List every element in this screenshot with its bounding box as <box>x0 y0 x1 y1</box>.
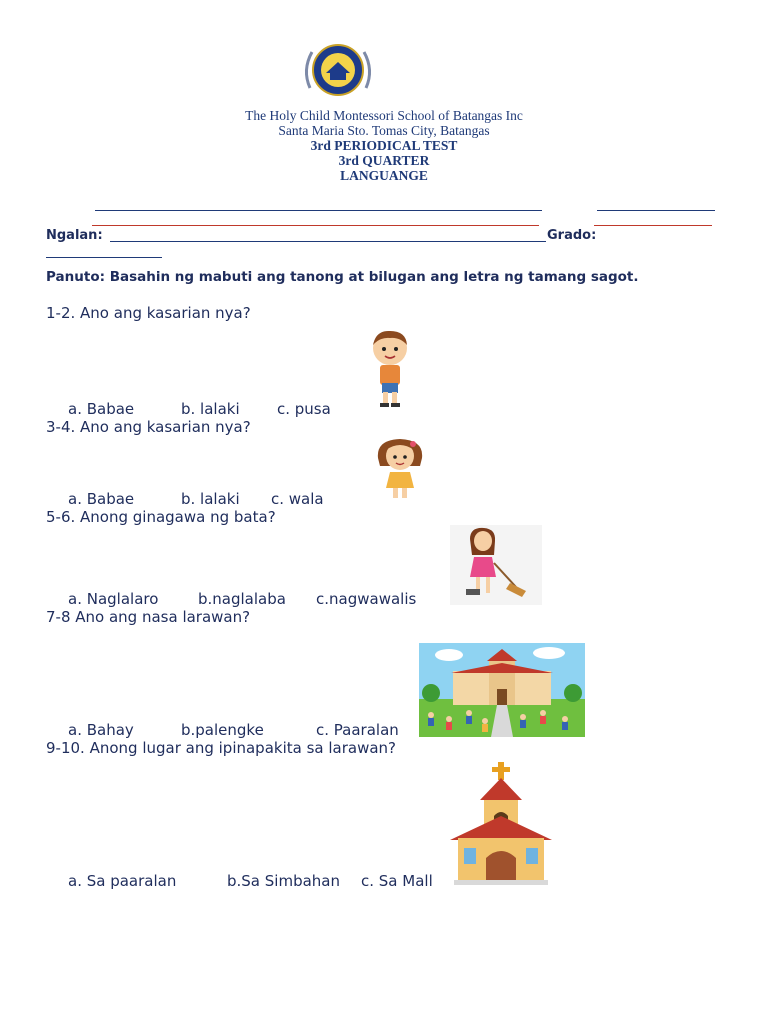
question-3-4: 3-4. Ano ang kasarian nya? <box>46 418 251 436</box>
question-5-6: 5-6. Anong ginagawa ng bata? <box>46 508 276 526</box>
question-9-10: 9-10. Anong lugar ang ipinapakita sa larawan? <box>46 739 397 757</box>
boy-illustration <box>366 328 414 410</box>
grade-label: Grado: <box>547 228 597 243</box>
name-label: Ngalan: <box>46 228 103 243</box>
option-a[interactable]: a. Naglalaro <box>68 590 159 608</box>
blank-line <box>597 210 715 211</box>
instructions: Panuto: Basahin ng mabuti ang tanong at bilugan ang letra ng tamang sagot. <box>46 269 639 285</box>
school-seal-logo <box>300 40 376 100</box>
girl-illustration <box>370 436 430 502</box>
option-a[interactable]: a. Bahay <box>68 721 134 739</box>
school-name: The Holy Child Montessori School of Batangas Inc <box>245 108 523 123</box>
option-b[interactable]: b.naglalaba <box>198 590 286 608</box>
question-1-2: 1-2. Ano ang kasarian nya? <box>46 304 251 322</box>
subject-label: LANGUANGE <box>340 168 428 183</box>
option-b[interactable]: b. lalaki <box>181 490 240 508</box>
school-address: Santa Maria Sto. Tomas City, Batangas <box>278 123 490 138</box>
option-c[interactable]: c.nagwawalis <box>316 590 417 608</box>
question-7-8: 7-8 Ano ang nasa larawan? <box>46 608 251 626</box>
option-b[interactable]: b.Sa Simbahan <box>227 872 340 890</box>
blank-line <box>594 225 712 226</box>
option-c[interactable]: c. wala <box>271 490 324 508</box>
option-a[interactable]: a. Babae <box>68 400 135 418</box>
grade-field[interactable] <box>46 257 162 258</box>
option-b[interactable]: b. lalaki <box>181 400 240 418</box>
blank-line <box>95 210 542 211</box>
option-c[interactable]: c. pusa <box>277 400 331 418</box>
option-a[interactable]: a. Sa paaralan <box>68 872 177 890</box>
quarter-label: 3rd QUARTER <box>338 153 430 168</box>
church-illustration <box>446 760 556 886</box>
test-title: 3rd PERIODICAL TEST <box>310 138 458 153</box>
option-c[interactable]: c. Paaralan <box>316 721 399 739</box>
girl-sweeping-illustration <box>450 525 542 605</box>
option-a[interactable]: a. Babae <box>68 490 135 508</box>
school-illustration <box>419 643 585 737</box>
blank-line <box>92 225 539 226</box>
name-field[interactable] <box>110 241 546 242</box>
option-b[interactable]: b.palengke <box>181 721 264 739</box>
option-c[interactable]: c. Sa Mall <box>361 872 433 890</box>
